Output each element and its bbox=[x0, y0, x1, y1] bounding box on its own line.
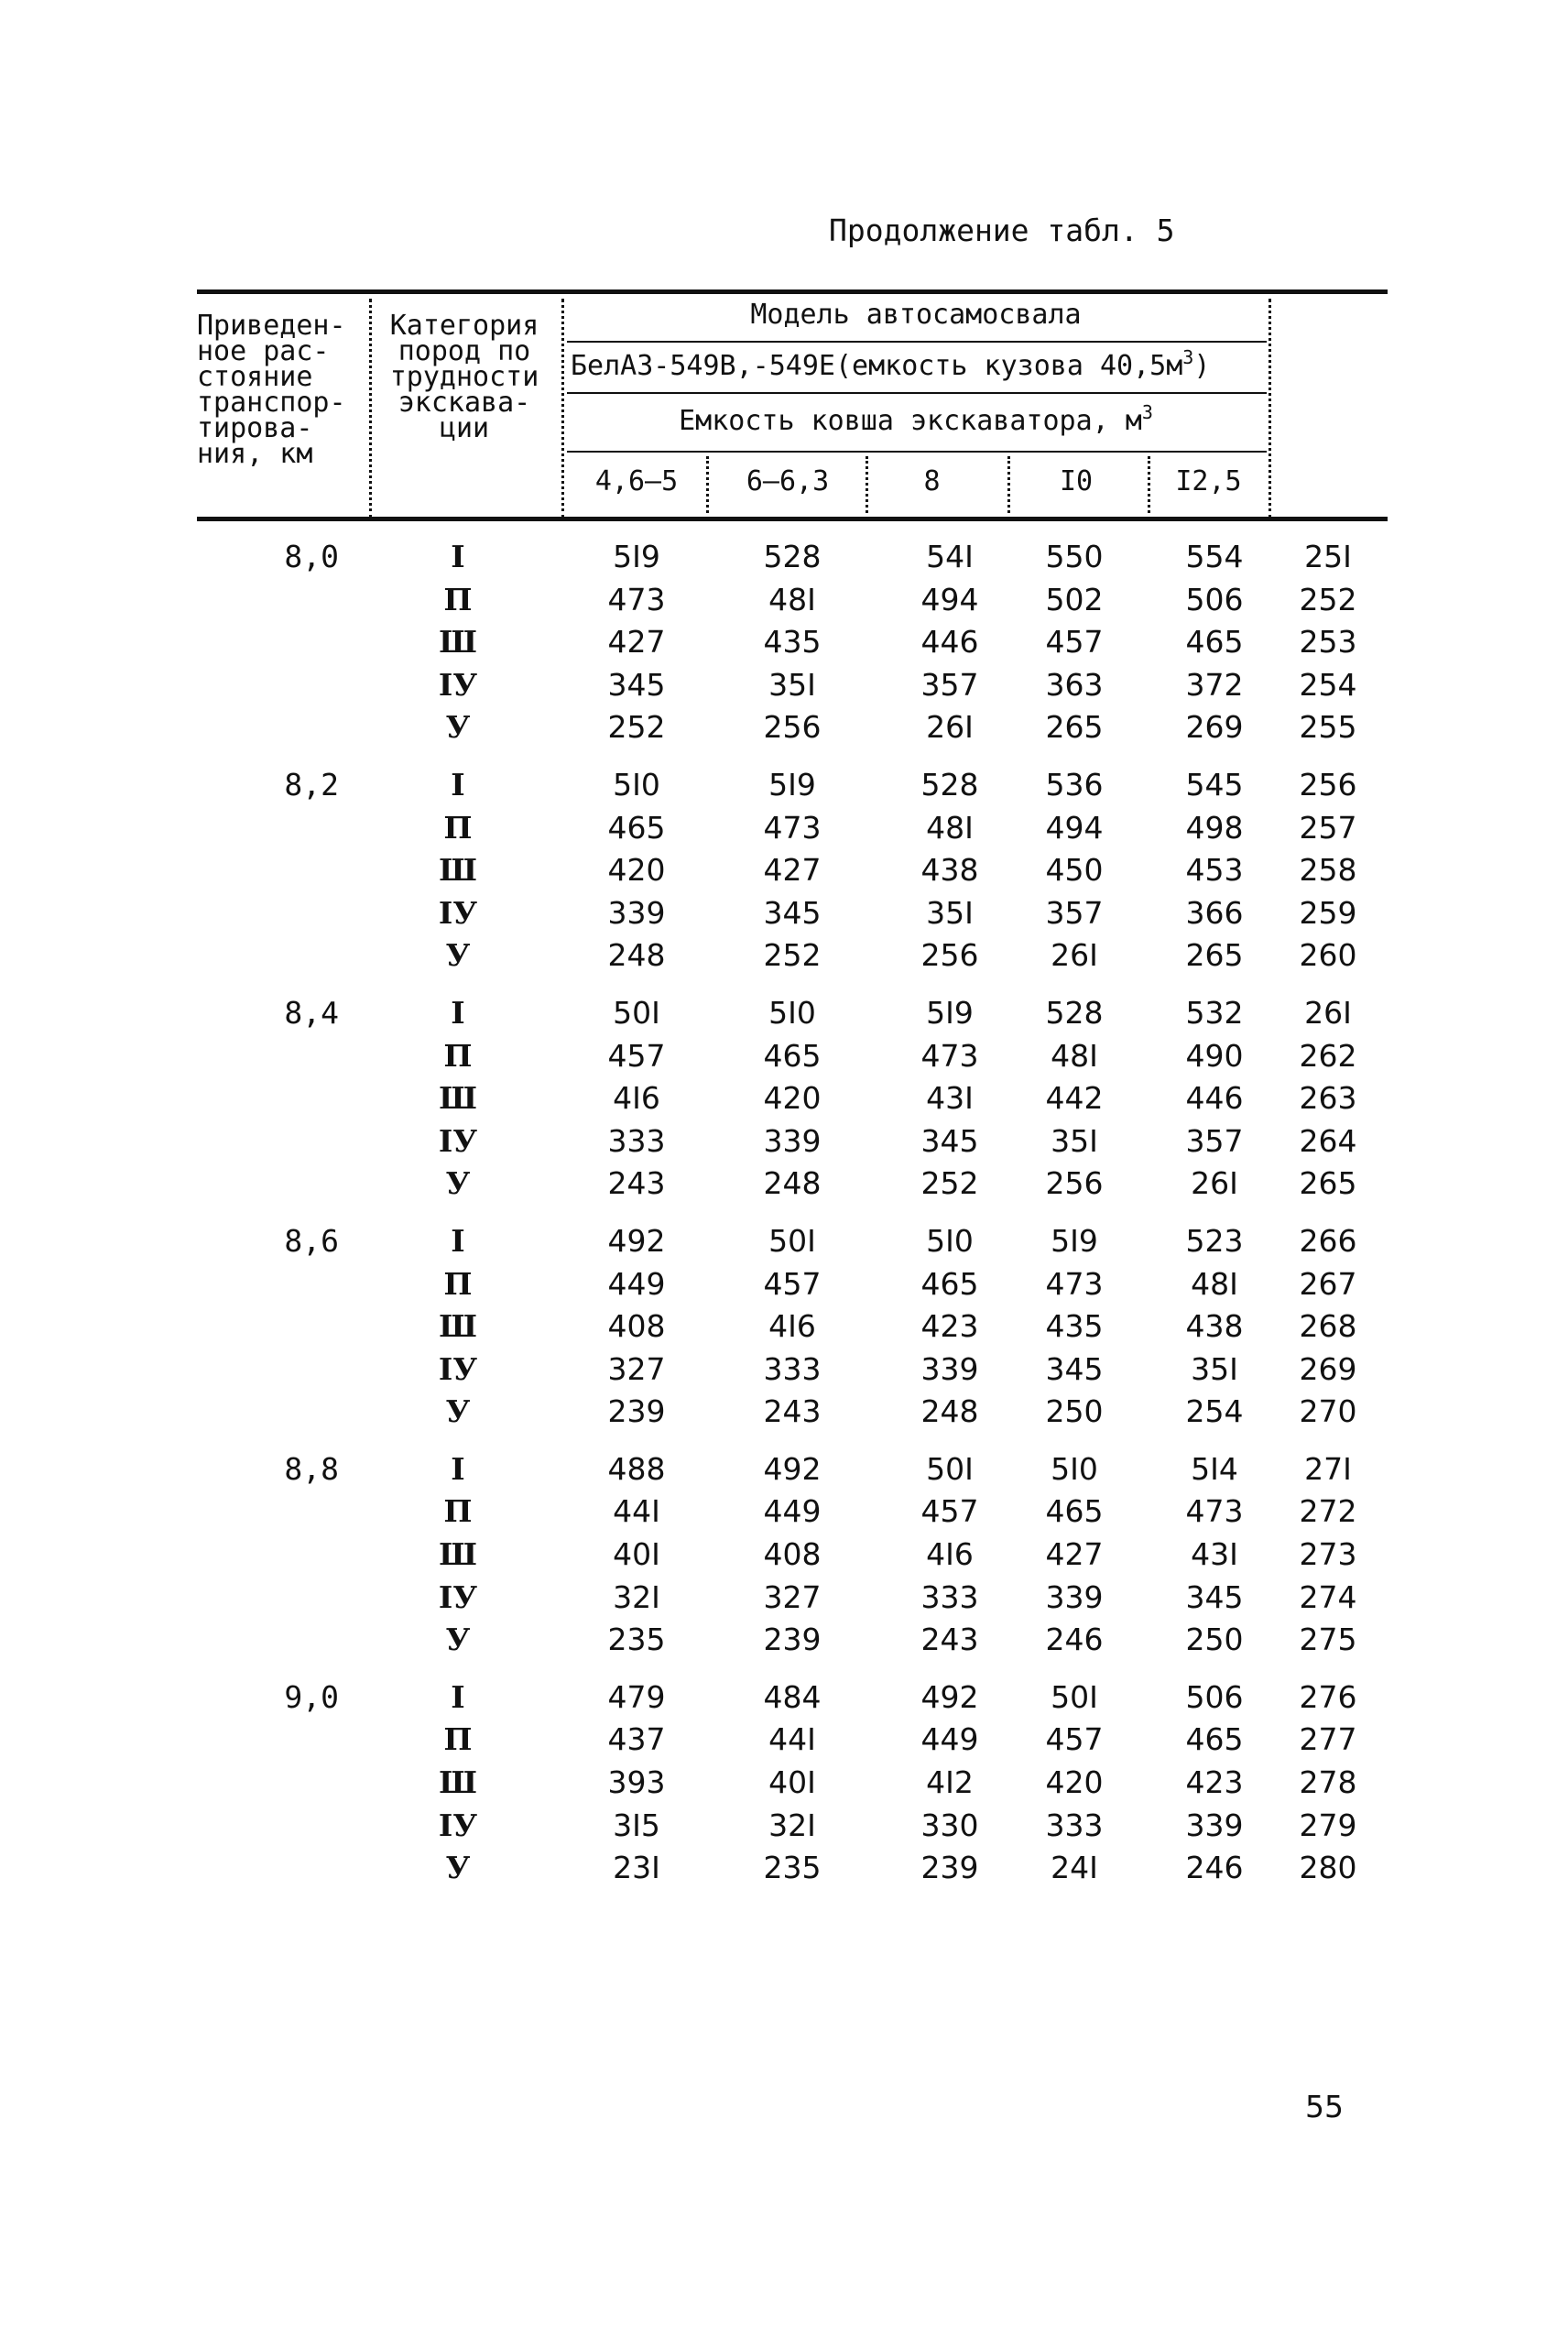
table-row bbox=[197, 1488, 1388, 1531]
header-bottom-rule bbox=[197, 517, 1388, 521]
row-number-cell: 277 bbox=[1299, 1721, 1357, 1758]
header-bucket-title: Емкость ковша экскаватора, $м^3$ bbox=[679, 401, 1153, 437]
value-cell: 372 bbox=[1185, 666, 1244, 703]
value-cell: 50I bbox=[926, 1450, 974, 1487]
value-cell: 5I4 bbox=[1191, 1450, 1238, 1487]
value-cell: 40I bbox=[613, 1536, 660, 1573]
category-cell: I bbox=[451, 539, 465, 574]
category-cell: ІУ bbox=[438, 1122, 478, 1159]
value-cell: 494 bbox=[920, 581, 979, 617]
value-cell: 484 bbox=[763, 1678, 822, 1715]
value-cell: 450 bbox=[1045, 852, 1104, 889]
value-cell: 506 bbox=[1185, 1678, 1244, 1715]
value-cell: 265 bbox=[1045, 709, 1104, 746]
value-cell: 345 bbox=[920, 1122, 979, 1159]
value-cell: 333 bbox=[607, 1122, 666, 1159]
value-cell: 327 bbox=[607, 1350, 666, 1387]
distance-group bbox=[197, 1446, 1388, 1659]
category-cell: Ш bbox=[439, 1764, 477, 1801]
value-cell: 32I bbox=[768, 1807, 816, 1843]
value-cell: 48I bbox=[1051, 1037, 1098, 1074]
distance-group bbox=[197, 989, 1388, 1203]
value-cell: 442 bbox=[1045, 1080, 1104, 1117]
table-row bbox=[197, 1616, 1388, 1659]
value-cell: 248 bbox=[607, 937, 666, 974]
value-cell: 26I bbox=[1191, 1165, 1238, 1202]
value-cell: 479 bbox=[607, 1678, 666, 1715]
value-cell: 235 bbox=[763, 1850, 822, 1886]
value-cell: 446 bbox=[1185, 1080, 1244, 1117]
value-cell: 545 bbox=[1185, 766, 1244, 803]
value-cell: 5I9 bbox=[613, 539, 660, 574]
value-cell: 239 bbox=[763, 1622, 822, 1658]
table-row bbox=[197, 661, 1388, 704]
header-category: Категория пород по трудности экскава- ции bbox=[389, 310, 539, 444]
table-body bbox=[197, 533, 1388, 1902]
value-cell: 4I2 bbox=[926, 1764, 974, 1801]
table-row bbox=[197, 1032, 1388, 1076]
row-number-cell: 257 bbox=[1299, 809, 1357, 846]
value-cell: 449 bbox=[920, 1721, 979, 1758]
value-cell: 523 bbox=[1185, 1222, 1244, 1259]
value-cell: 23I bbox=[613, 1850, 660, 1886]
value-cell: 488 bbox=[607, 1450, 666, 1487]
category-cell: ІУ bbox=[438, 894, 478, 931]
value-cell: 427 bbox=[763, 852, 822, 889]
value-cell: 246 bbox=[1045, 1622, 1104, 1658]
row-number-cell: 279 bbox=[1299, 1807, 1357, 1843]
value-cell: 536 bbox=[1045, 766, 1104, 803]
value-cell: 473 bbox=[1185, 1493, 1244, 1530]
divider-cap-2 bbox=[866, 456, 868, 513]
header-capacity-3: 8 bbox=[923, 465, 941, 497]
category-cell: Ш bbox=[439, 624, 477, 661]
value-cell: 465 bbox=[1185, 624, 1244, 661]
table-row bbox=[197, 704, 1388, 747]
value-cell: 339 bbox=[1045, 1578, 1104, 1615]
row-number-cell: 278 bbox=[1299, 1764, 1357, 1801]
table-row bbox=[197, 1531, 1388, 1574]
value-cell: 438 bbox=[1185, 1308, 1244, 1345]
value-cell: 44I bbox=[768, 1721, 816, 1758]
category-cell: ІУ bbox=[438, 1578, 478, 1615]
value-cell: 528 bbox=[763, 539, 822, 574]
value-cell: 502 bbox=[1045, 581, 1104, 617]
value-cell: 26I bbox=[926, 709, 974, 746]
value-cell: 446 bbox=[920, 624, 979, 661]
value-cell: 449 bbox=[607, 1265, 666, 1302]
value-cell: 393 bbox=[607, 1764, 666, 1801]
category-cell: П bbox=[443, 1721, 473, 1758]
value-cell: 532 bbox=[1185, 994, 1244, 1031]
value-cell: 50I bbox=[1051, 1678, 1098, 1715]
value-cell: 465 bbox=[607, 809, 666, 846]
header-capacity-2: 6–6,3 bbox=[746, 465, 830, 497]
table-row bbox=[197, 1261, 1388, 1304]
value-cell: 254 bbox=[1185, 1393, 1244, 1430]
value-cell: 4I6 bbox=[613, 1080, 660, 1117]
table-row bbox=[197, 761, 1388, 804]
distance-group bbox=[197, 533, 1388, 747]
row-number-cell: 265 bbox=[1299, 1165, 1357, 1202]
table-row bbox=[197, 1844, 1388, 1887]
row-number-cell: 272 bbox=[1299, 1493, 1357, 1530]
category-cell: П bbox=[443, 1493, 473, 1530]
value-cell: 423 bbox=[1185, 1764, 1244, 1801]
value-cell: 435 bbox=[763, 624, 822, 661]
category-cell: I bbox=[451, 1678, 465, 1715]
row-number-cell: 270 bbox=[1299, 1393, 1357, 1430]
row-number-cell: 275 bbox=[1299, 1622, 1357, 1658]
category-cell: I bbox=[451, 994, 465, 1031]
value-cell: 250 bbox=[1185, 1622, 1244, 1658]
category-cell: У bbox=[445, 1165, 471, 1202]
rule-truck bbox=[567, 392, 1267, 394]
value-cell: 473 bbox=[920, 1037, 979, 1074]
value-cell: 330 bbox=[920, 1807, 979, 1843]
row-number-cell: 269 bbox=[1299, 1350, 1357, 1387]
rule-bucket bbox=[567, 451, 1267, 453]
table-row bbox=[197, 618, 1388, 661]
category-cell: Ш bbox=[439, 1308, 477, 1345]
header-model-title: Модель автосамосвала bbox=[750, 299, 1082, 331]
row-number-cell: 25I bbox=[1304, 539, 1352, 574]
value-cell: 420 bbox=[607, 852, 666, 889]
row-number-cell: 266 bbox=[1299, 1222, 1357, 1259]
row-number-cell: 263 bbox=[1299, 1080, 1357, 1117]
value-cell: 423 bbox=[920, 1308, 979, 1345]
value-cell: 427 bbox=[607, 624, 666, 661]
table-row bbox=[197, 989, 1388, 1032]
value-cell: 5I0 bbox=[1051, 1450, 1098, 1487]
value-cell: 333 bbox=[920, 1578, 979, 1615]
row-number-cell: 252 bbox=[1299, 581, 1357, 617]
value-cell: 457 bbox=[607, 1037, 666, 1074]
category-cell: П bbox=[443, 1265, 473, 1302]
value-cell: 239 bbox=[920, 1850, 979, 1886]
category-cell: П bbox=[443, 809, 473, 846]
value-cell: 366 bbox=[1185, 894, 1244, 931]
value-cell: 4I6 bbox=[768, 1308, 816, 1345]
value-cell: 48I bbox=[768, 581, 816, 617]
category-cell: П bbox=[443, 581, 473, 617]
value-cell: 44I bbox=[613, 1493, 660, 1530]
value-cell: 35I bbox=[1191, 1350, 1238, 1387]
value-cell: 363 bbox=[1045, 666, 1104, 703]
value-cell: 408 bbox=[607, 1308, 666, 1345]
category-cell: Ш bbox=[439, 1536, 477, 1573]
row-number-cell: 254 bbox=[1299, 666, 1357, 703]
row-number-cell: 276 bbox=[1299, 1678, 1357, 1715]
value-cell: 35I bbox=[926, 894, 974, 931]
divider-v1 bbox=[369, 299, 372, 519]
distance-cell: 8,2 bbox=[284, 766, 339, 803]
table-row bbox=[197, 846, 1388, 890]
value-cell: 339 bbox=[920, 1350, 979, 1387]
category-cell: У bbox=[445, 937, 471, 974]
value-cell: 248 bbox=[763, 1165, 822, 1202]
value-cell: 420 bbox=[763, 1080, 822, 1117]
value-cell: 246 bbox=[1185, 1850, 1244, 1886]
value-cell: 256 bbox=[1045, 1165, 1104, 1202]
table-row bbox=[197, 1716, 1388, 1759]
table-row bbox=[197, 1674, 1388, 1717]
table-row bbox=[197, 1574, 1388, 1617]
value-cell: 457 bbox=[1045, 624, 1104, 661]
value-cell: 243 bbox=[763, 1393, 822, 1430]
header-truck-model: БелАЗ-549В,-549Е(емкость кузова $40,5м^3$) bbox=[571, 346, 1211, 382]
value-cell: 506 bbox=[1185, 581, 1244, 617]
category-cell: Ш bbox=[439, 852, 477, 889]
category-cell: ІУ bbox=[438, 1350, 478, 1387]
table-caption: Продолжение табл. 5 bbox=[829, 213, 1175, 248]
value-cell: 528 bbox=[1045, 994, 1104, 1031]
value-cell: 528 bbox=[920, 766, 979, 803]
value-cell: 26I bbox=[1051, 937, 1098, 974]
value-cell: 243 bbox=[920, 1622, 979, 1658]
table-row bbox=[197, 1118, 1388, 1161]
category-cell: ІУ bbox=[438, 666, 478, 703]
distance-group bbox=[197, 1674, 1388, 1887]
value-cell: 5I0 bbox=[926, 1222, 974, 1259]
value-cell: 252 bbox=[607, 709, 666, 746]
value-cell: 235 bbox=[607, 1622, 666, 1658]
header-distance: Приведен- ное рас- стояние транспор- тирова- ния, км bbox=[197, 310, 346, 470]
value-cell: 465 bbox=[1045, 1493, 1104, 1530]
category-cell: У bbox=[445, 1850, 471, 1886]
value-cell: 457 bbox=[763, 1265, 822, 1302]
category-cell: Ш bbox=[439, 1080, 477, 1117]
header-capacity-4: I0 bbox=[1059, 465, 1094, 497]
row-number-cell: 264 bbox=[1299, 1122, 1357, 1159]
row-number-cell: 256 bbox=[1299, 766, 1357, 803]
distance-cell: 8,6 bbox=[284, 1222, 339, 1259]
value-cell: 50I bbox=[768, 1222, 816, 1259]
value-cell: 50I bbox=[613, 994, 660, 1031]
value-cell: 437 bbox=[607, 1721, 666, 1758]
value-cell: 457 bbox=[1045, 1721, 1104, 1758]
value-cell: 465 bbox=[763, 1037, 822, 1074]
value-cell: 333 bbox=[763, 1350, 822, 1387]
value-cell: 256 bbox=[920, 937, 979, 974]
row-number-cell: 259 bbox=[1299, 894, 1357, 931]
top-rule bbox=[197, 289, 1388, 294]
value-cell: 32I bbox=[613, 1578, 660, 1615]
value-cell: 250 bbox=[1045, 1393, 1104, 1430]
value-cell: 35I bbox=[768, 666, 816, 703]
value-cell: 339 bbox=[763, 1122, 822, 1159]
value-cell: 554 bbox=[1185, 539, 1244, 574]
value-cell: 345 bbox=[1045, 1350, 1104, 1387]
row-number-cell: 255 bbox=[1299, 709, 1357, 746]
table-row bbox=[197, 932, 1388, 975]
value-cell: 492 bbox=[607, 1222, 666, 1259]
value-cell: 492 bbox=[763, 1450, 822, 1487]
distance-group bbox=[197, 761, 1388, 975]
value-cell: 265 bbox=[1185, 937, 1244, 974]
rule-model bbox=[567, 341, 1267, 343]
value-cell: 252 bbox=[763, 937, 822, 974]
row-number-cell: 258 bbox=[1299, 852, 1357, 889]
value-cell: 498 bbox=[1185, 809, 1244, 846]
category-cell: I bbox=[451, 1450, 465, 1487]
value-cell: 449 bbox=[763, 1493, 822, 1530]
value-cell: 5I0 bbox=[613, 766, 660, 803]
value-cell: 252 bbox=[920, 1165, 979, 1202]
table-row bbox=[197, 804, 1388, 847]
value-cell: 492 bbox=[920, 1678, 979, 1715]
table-row bbox=[197, 1446, 1388, 1489]
divider-cap-4 bbox=[1148, 456, 1150, 513]
value-cell: 43I bbox=[926, 1080, 974, 1117]
value-cell: 420 bbox=[1045, 1764, 1104, 1801]
value-cell: 54I bbox=[926, 539, 974, 574]
distance-cell: 9,0 bbox=[284, 1678, 339, 1715]
table-row bbox=[197, 1303, 1388, 1346]
value-cell: 490 bbox=[1185, 1037, 1244, 1074]
value-cell: 473 bbox=[763, 809, 822, 846]
value-cell: 408 bbox=[763, 1536, 822, 1573]
value-cell: 357 bbox=[1185, 1122, 1244, 1159]
table-row bbox=[197, 1759, 1388, 1802]
divider-v3 bbox=[1269, 299, 1271, 519]
value-cell: 465 bbox=[1185, 1721, 1244, 1758]
value-cell: 48I bbox=[1191, 1265, 1238, 1302]
value-cell: 473 bbox=[607, 581, 666, 617]
category-cell: У bbox=[445, 709, 471, 746]
value-cell: 345 bbox=[1185, 1578, 1244, 1615]
distance-cell: 8,0 bbox=[284, 539, 339, 574]
value-cell: 243 bbox=[607, 1165, 666, 1202]
value-cell: 269 bbox=[1185, 709, 1244, 746]
value-cell: 339 bbox=[1185, 1807, 1244, 1843]
value-cell: 427 bbox=[1045, 1536, 1104, 1573]
value-cell: 256 bbox=[763, 709, 822, 746]
distance-cell: 8,8 bbox=[284, 1450, 339, 1487]
category-cell: У bbox=[445, 1622, 471, 1658]
value-cell: 43I bbox=[1191, 1536, 1238, 1573]
header-capacity-1: 4,6–5 bbox=[594, 465, 679, 497]
value-cell: 40I bbox=[768, 1764, 816, 1801]
value-cell: 5I9 bbox=[768, 766, 816, 803]
value-cell: 339 bbox=[607, 894, 666, 931]
table-row bbox=[197, 1388, 1388, 1431]
category-cell: ІУ bbox=[438, 1807, 478, 1843]
value-cell: 48I bbox=[926, 809, 974, 846]
distance-cell: 8,4 bbox=[284, 994, 339, 1031]
value-cell: 465 bbox=[920, 1265, 979, 1302]
value-cell: 333 bbox=[1045, 1807, 1104, 1843]
value-cell: 494 bbox=[1045, 809, 1104, 846]
value-cell: 453 bbox=[1185, 852, 1244, 889]
category-cell: I bbox=[451, 766, 465, 803]
value-cell: 357 bbox=[920, 666, 979, 703]
page-number: 55 bbox=[1305, 2089, 1344, 2124]
value-cell: 357 bbox=[1045, 894, 1104, 931]
divider-cap-3 bbox=[1007, 456, 1010, 513]
value-cell: 345 bbox=[763, 894, 822, 931]
value-cell: 550 bbox=[1045, 539, 1104, 574]
table-row bbox=[197, 890, 1388, 933]
row-number-cell: 274 bbox=[1299, 1578, 1357, 1615]
table-row bbox=[197, 576, 1388, 619]
table-row bbox=[197, 1160, 1388, 1203]
value-cell: 4I6 bbox=[926, 1536, 974, 1573]
table-row bbox=[197, 1218, 1388, 1261]
distance-group bbox=[197, 1218, 1388, 1431]
row-number-cell: 253 bbox=[1299, 624, 1357, 661]
category-cell: I bbox=[451, 1222, 465, 1259]
value-cell: 435 bbox=[1045, 1308, 1104, 1345]
value-cell: 5I9 bbox=[1051, 1222, 1098, 1259]
category-cell: П bbox=[443, 1037, 473, 1074]
value-cell: 5I9 bbox=[926, 994, 974, 1031]
table-row bbox=[197, 533, 1388, 576]
value-cell: 5I0 bbox=[768, 994, 816, 1031]
table-row bbox=[197, 1802, 1388, 1845]
row-number-cell: 262 bbox=[1299, 1037, 1357, 1074]
divider-v2 bbox=[561, 299, 564, 519]
value-cell: 248 bbox=[920, 1393, 979, 1430]
row-number-cell: 280 bbox=[1299, 1850, 1357, 1886]
row-number-cell: 268 bbox=[1299, 1308, 1357, 1345]
row-number-cell: 260 bbox=[1299, 937, 1357, 974]
value-cell: 345 bbox=[607, 666, 666, 703]
value-cell: 457 bbox=[920, 1493, 979, 1530]
category-cell: У bbox=[445, 1393, 471, 1430]
row-number-cell: 273 bbox=[1299, 1536, 1357, 1573]
value-cell: 35I bbox=[1051, 1122, 1098, 1159]
divider-cap-1 bbox=[706, 456, 709, 513]
value-cell: 327 bbox=[763, 1578, 822, 1615]
value-cell: 239 bbox=[607, 1393, 666, 1430]
table-row bbox=[197, 1346, 1388, 1389]
row-number-cell: 26I bbox=[1304, 994, 1352, 1031]
table-row bbox=[197, 1075, 1388, 1118]
row-number-cell: 267 bbox=[1299, 1265, 1357, 1302]
value-cell: 473 bbox=[1045, 1265, 1104, 1302]
value-cell: 24I bbox=[1051, 1850, 1098, 1886]
header-capacity-5: I2,5 bbox=[1175, 465, 1242, 497]
value-cell: 438 bbox=[920, 852, 979, 889]
row-number-cell: 27I bbox=[1304, 1450, 1352, 1487]
value-cell: 3I5 bbox=[613, 1807, 660, 1843]
